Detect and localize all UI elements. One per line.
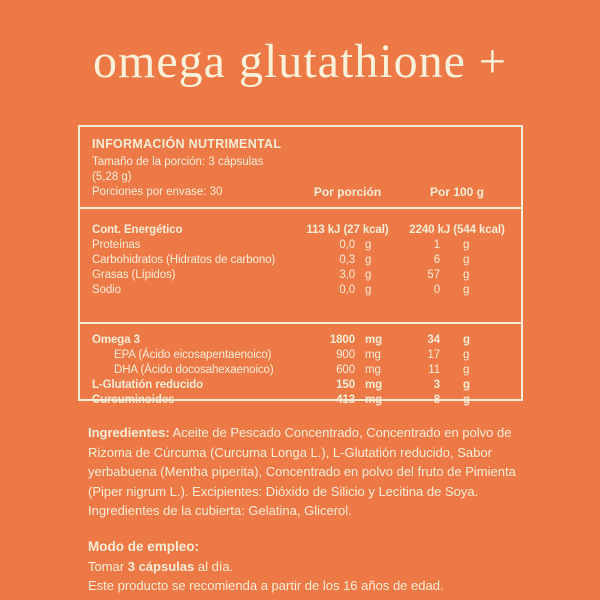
usage-heading: Modo de empleo: bbox=[88, 539, 199, 554]
row-unit: mg bbox=[365, 379, 383, 391]
row-value-per-100g: 34 bbox=[427, 334, 440, 346]
table-row-omega3 bbox=[92, 333, 509, 348]
row-unit: g bbox=[463, 394, 470, 406]
servings-per-container: Porciones por envase: 30 bbox=[92, 186, 223, 198]
usage-dosage-suffix: al día. bbox=[194, 558, 234, 574]
ingredients-text: Aceite de Pescado Concentrado, Concentrado en polvo de Rizoma de Cúrcuma (Curcuma Longa L.), L-Glutatión reducido, Sabor yerbabuena (Mentha piperita), Concentrado en polvo del fruto de Pimienta (Piper nigrum L.). Excipientes: Dióxido de Silicio y Lecitina de Soya. Ingredientes de la cubierta: Gelatina, Glicerol. bbox=[88, 425, 516, 518]
ingredients-paragraph bbox=[88, 423, 526, 521]
row-unit: g bbox=[463, 379, 470, 391]
table-row-carbs bbox=[92, 253, 509, 268]
usage-dosage-amount: 3 cápsulas bbox=[127, 558, 195, 574]
row-label: Curcuminoides bbox=[92, 394, 175, 406]
row-value-per-100g: 11 bbox=[428, 364, 440, 376]
usage-age-line: Este producto se recomienda a partir de los 16 años de edad. bbox=[88, 578, 444, 593]
nutrition-section-actives bbox=[80, 322, 521, 417]
row-label: Sodio bbox=[92, 284, 121, 296]
row-label: Omega 3 bbox=[92, 334, 140, 346]
row-value-per-serving: 0,3 bbox=[339, 254, 355, 266]
row-unit: g bbox=[463, 284, 470, 296]
usage-dosage-line bbox=[88, 557, 548, 577]
column-header-per-100g: Por 100 g bbox=[429, 185, 485, 199]
row-value-per-100g: 17 bbox=[427, 349, 440, 361]
ingredients-label: Ingredientes: bbox=[88, 425, 170, 440]
table-row-dha bbox=[92, 363, 509, 378]
row-value-per-serving: 413 bbox=[336, 394, 355, 406]
serving-size: Tamaño de la porción: 3 cápsulas (5,28 g) bbox=[92, 156, 264, 183]
row-value-per-100g: 2240 kJ (544 kcal) bbox=[409, 224, 505, 236]
row-unit: g bbox=[365, 269, 372, 281]
product-title: omega glutathione + bbox=[93, 35, 507, 88]
table-row-glutathione bbox=[92, 378, 509, 393]
table-row-protein bbox=[92, 238, 509, 253]
row-label: Cont. Energético bbox=[92, 224, 183, 236]
row-value-per-serving: 3,0 bbox=[339, 269, 355, 281]
row-value-per-100g: 6 bbox=[433, 254, 440, 266]
row-label: DHA (Ácido docosahexaenoico) bbox=[114, 364, 274, 376]
row-unit: g bbox=[365, 239, 372, 251]
row-unit: g bbox=[463, 364, 470, 376]
nutrition-header bbox=[80, 127, 521, 207]
table-row-epa bbox=[92, 348, 509, 363]
row-label: Grasas (Lípidos) bbox=[92, 269, 176, 281]
row-unit: g bbox=[463, 254, 470, 266]
row-unit: g bbox=[463, 334, 470, 346]
row-value-per-100g: 57 bbox=[427, 269, 440, 281]
row-value-per-serving: 0,0 bbox=[339, 239, 355, 251]
table-row-curcuminoids bbox=[92, 393, 509, 408]
row-value-per-serving: 0,0 bbox=[339, 284, 355, 296]
row-label: Carbohidratos (Hidratos de carbono) bbox=[92, 254, 276, 266]
row-label: Proteínas bbox=[92, 239, 141, 251]
row-value-per-serving: 113 kJ (27 kcal) bbox=[306, 224, 389, 236]
table-row-fats bbox=[92, 268, 509, 283]
row-unit: mg bbox=[365, 349, 381, 361]
row-unit: g bbox=[463, 269, 470, 281]
row-value-per-serving: 1800 bbox=[329, 334, 355, 346]
usage-section bbox=[88, 537, 548, 596]
nutrition-title: INFORMACIÓN NUTRIMENTAL bbox=[92, 137, 282, 151]
row-value-per-100g: 8 bbox=[433, 394, 440, 406]
row-unit: g bbox=[365, 284, 372, 296]
table-row-sodium bbox=[92, 283, 509, 298]
row-label: EPA (Ácido eicosapentaenoico) bbox=[114, 349, 272, 361]
row-label: L-Glutatión reducido bbox=[92, 379, 204, 391]
table-row-energy bbox=[92, 223, 509, 238]
nutrition-section-macros bbox=[80, 207, 521, 322]
row-value-per-serving: 150 bbox=[336, 379, 355, 391]
usage-dosage-prefix: Tomar bbox=[88, 558, 128, 574]
row-unit: mg bbox=[365, 334, 383, 346]
row-value-per-serving: 900 bbox=[336, 349, 355, 361]
row-value-per-100g: 3 bbox=[433, 379, 440, 391]
row-value-per-serving: 600 bbox=[336, 364, 355, 376]
row-unit: g bbox=[365, 254, 372, 266]
row-unit: g bbox=[463, 239, 470, 251]
row-unit: mg bbox=[365, 394, 383, 406]
row-unit: g bbox=[463, 349, 470, 361]
nutrition-facts-panel bbox=[78, 125, 523, 406]
nutrition-header-left bbox=[92, 137, 290, 200]
row-unit: mg bbox=[365, 364, 381, 376]
column-header-per-serving: Por porción bbox=[313, 185, 382, 199]
row-value-per-100g: 1 bbox=[433, 239, 440, 251]
row-value-per-100g: 0 bbox=[433, 284, 440, 296]
